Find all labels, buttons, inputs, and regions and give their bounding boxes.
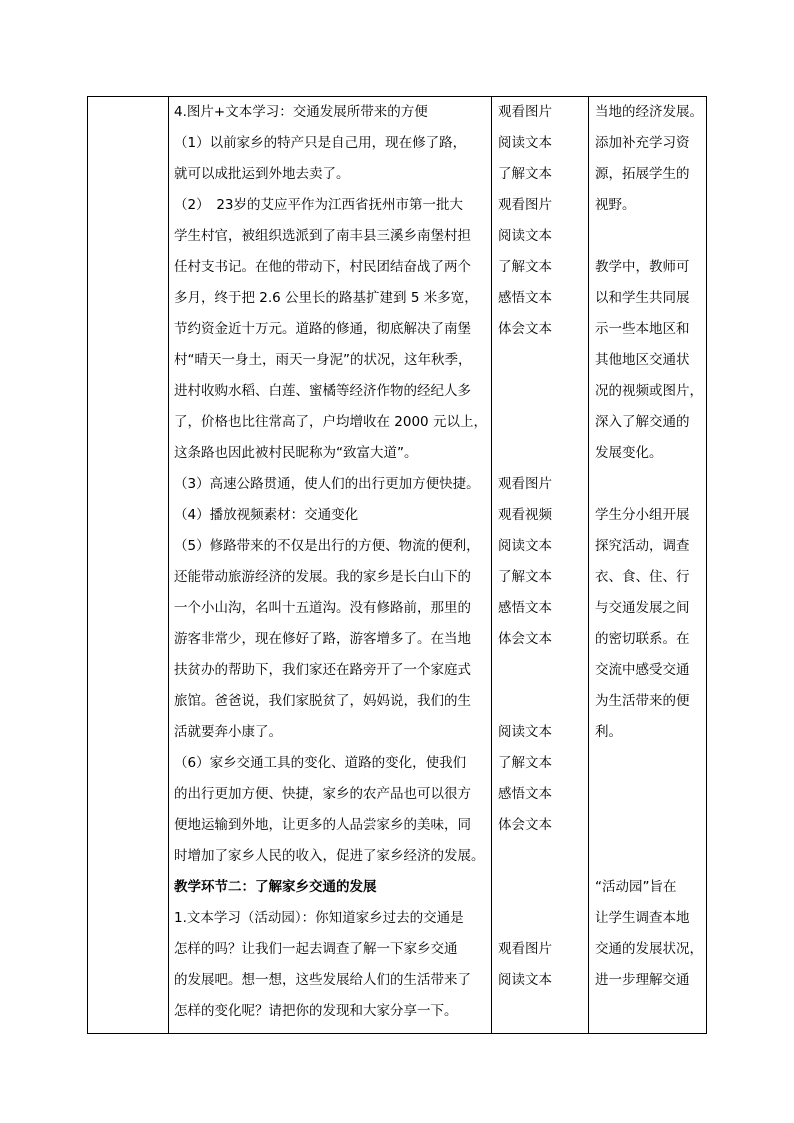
content-line: 活就要奔小康了。 — [174, 724, 282, 740]
design-note: 让学生调查本地 — [595, 910, 690, 926]
content-line: 节约资金近十万元。道路的修通，彻底解决了南堡 — [174, 321, 471, 337]
content-line: 旅馆。爸爸说，我们家脱贫了，妈妈说，我们的生 — [174, 693, 471, 709]
content-line: 就可以成批运到外地去卖了。 — [174, 166, 350, 182]
design-note: 添加补充学习资 — [595, 135, 690, 151]
student-activity: 观看图片 — [498, 941, 552, 957]
content-line: 了，价格也比往常高了，户均增收在 2000 元以上， — [174, 414, 487, 430]
student-activity: 阅读文本 — [498, 724, 552, 740]
content-line: 4.图片+文本学习：交通发展所带来的方便 — [174, 104, 428, 120]
design-note: 教学中，教师可 — [595, 259, 690, 275]
content-line: （3）高速公路贯通，使人们的出行更加方便快捷。 — [174, 476, 480, 492]
column-divider — [588, 97, 589, 1033]
student-activity: 感悟文本 — [498, 290, 552, 306]
content-line: 还能带动旅游经济的发展。我的家乡是长白山下的 — [174, 569, 471, 585]
content-line: 时增加了家乡人民的收入，促进了家乡经济的发展。 — [174, 848, 485, 864]
design-note: “活动园”旨在 — [595, 879, 677, 895]
content-line: 一个小山沟，名叫十五道沟。没有修路前，那里的 — [174, 600, 471, 616]
lesson-plan-table — [87, 96, 707, 1034]
student-activity: 了解文本 — [498, 755, 552, 771]
student-activity: 了解文本 — [498, 166, 552, 182]
design-note: 发展变化。 — [595, 445, 663, 461]
student-activity: 了解文本 — [498, 569, 552, 585]
design-note: 其他地区交通状 — [595, 352, 690, 368]
student-activity: 阅读文本 — [498, 228, 552, 244]
content-line: （6）家乡交通工具的变化、道路的变化，使我们 — [174, 755, 467, 771]
design-note: 利。 — [595, 724, 622, 740]
student-activity: 了解文本 — [498, 259, 552, 275]
content-line: 村“晴天一身土，雨天一身泥”的状况，这年秋季， — [174, 352, 472, 368]
design-note: 以和学生共同展 — [595, 290, 690, 306]
design-note: 当地的经济发展。 — [595, 104, 703, 120]
content-line: 这条路也因此被村民昵称为“致富大道”。 — [174, 445, 418, 461]
content-line: 游客非常少，现在修好了路，游客增多了。在当地 — [174, 631, 471, 647]
content-line: 的出行更加方便、快捷，家乡的农产品也可以很方 — [174, 786, 471, 802]
content-line: 任村支书记。在他的带动下，村民团结奋战了两个 — [174, 259, 471, 275]
design-note: 衣、食、住、行 — [595, 569, 690, 585]
design-note: 示一些本地区和 — [595, 321, 690, 337]
design-note: 为生活带来的便 — [595, 693, 690, 709]
content-line: （5）修路带来的不仅是出行的方便、物流的便利， — [174, 538, 480, 554]
student-activity: 阅读文本 — [498, 972, 552, 988]
student-activity: 观看图片 — [498, 197, 552, 213]
design-note: 交通的发展状况， — [595, 941, 703, 957]
student-activity: 感悟文本 — [498, 600, 552, 616]
content-line: 多月，终于把 2.6 公里长的路基扩建到 5 米多宽， — [174, 290, 478, 306]
student-activity: 阅读文本 — [498, 538, 552, 554]
student-activity: 体会文本 — [498, 631, 552, 647]
content-line: （1）以前家乡的特产只是自己用，现在修了路， — [174, 135, 467, 151]
column-divider — [168, 97, 169, 1033]
student-activity: 体会文本 — [498, 817, 552, 833]
design-note: 深入了解交通的 — [595, 414, 690, 430]
content-line: 怎样的吗？让我们一起去调查了解一下家乡交通 — [174, 941, 458, 957]
design-note: 进一步理解交通 — [595, 972, 690, 988]
student-activity: 感悟文本 — [498, 786, 552, 802]
design-note: 视野。 — [595, 197, 636, 213]
content-line: （4）播放视频素材：交通变化 — [174, 507, 359, 523]
content-line: （2） 23岁的艾应平作为江西省抚州市第一批大 — [174, 197, 464, 213]
column-divider — [491, 97, 492, 1033]
content-line: 的发展吧。想一想，这些发展给人们的生活带来了 — [174, 972, 471, 988]
content-line: 怎样的变化呢？请把你的发现和大家分享一下。 — [174, 1003, 458, 1019]
student-activity: 体会文本 — [498, 321, 552, 337]
content-line: 进村收购水稻、白莲、蜜橘等经济作物的经纪人多 — [174, 383, 471, 399]
design-note: 探究活动，调查 — [595, 538, 690, 554]
student-activity: 阅读文本 — [498, 135, 552, 151]
design-note: 与交通发展之间 — [595, 600, 690, 616]
student-activity: 观看图片 — [498, 104, 552, 120]
design-note: 源，拓展学生的 — [595, 166, 690, 182]
design-note: 交流中感受交通 — [595, 662, 690, 678]
design-note: 的密切联系。在 — [595, 631, 690, 647]
content-line: 1.文本学习（活动园）：你知道家乡过去的交通是 — [174, 910, 464, 926]
section-heading: 教学环节二：了解家乡交通的发展 — [174, 879, 377, 895]
content-line: 扶贫办的帮助下，我们家还在路旁开了一个家庭式 — [174, 662, 471, 678]
student-activity: 观看视频 — [498, 507, 552, 523]
design-note: 况的视频或图片， — [595, 383, 703, 399]
content-line: 便地运输到外地，让更多的人品尝家乡的美味，同 — [174, 817, 471, 833]
student-activity: 观看图片 — [498, 476, 552, 492]
design-note: 学生分小组开展 — [595, 507, 690, 523]
content-line: 学生村官，被组织选派到了南丰县三溪乡南堡村担 — [174, 228, 471, 244]
